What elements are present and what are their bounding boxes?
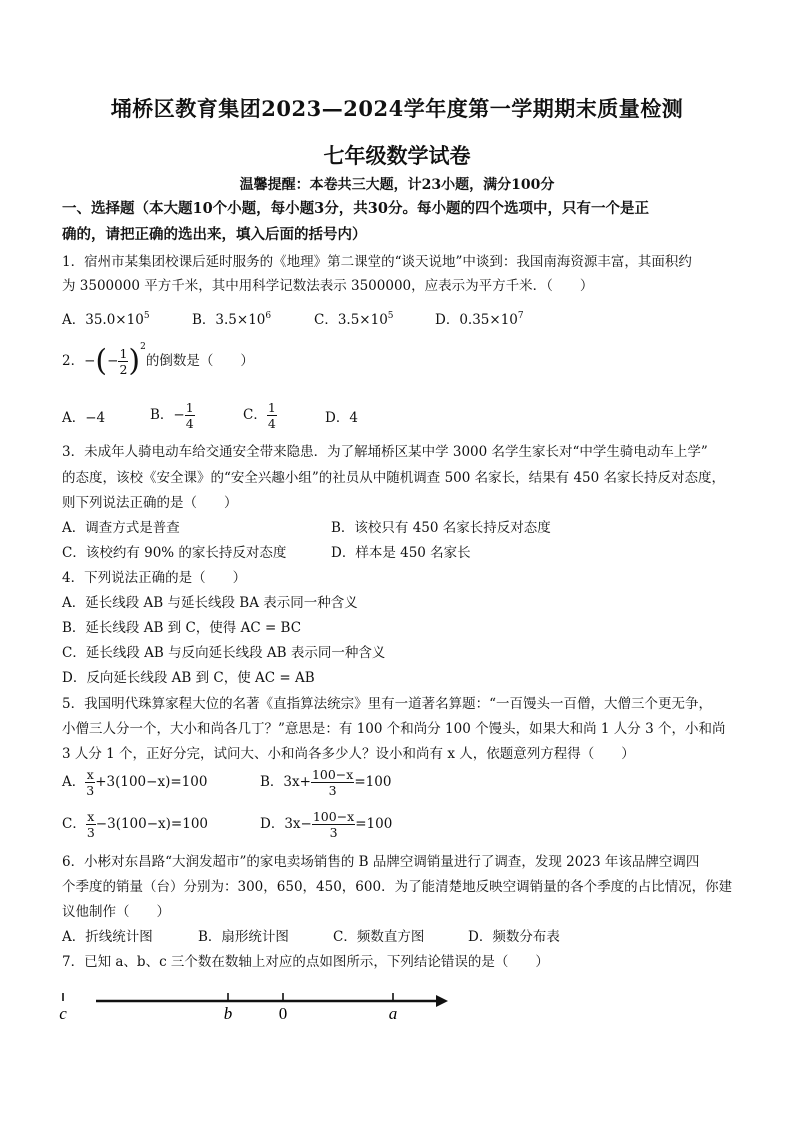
q4-option-a: A．延长线段 AB 与延长线段 BA 表示同一种含义	[62, 595, 358, 611]
q1-option-a: A．$35.0\times 10^5$	[62, 311, 150, 328]
label-c: c	[59, 1004, 67, 1023]
q6-option-c: C．频数直方图	[333, 929, 425, 945]
section-heading-line1: 一、选择题（本大题10个小题，每小题3分，共30分。每小题的四个选项中，只有一个是正	[62, 200, 649, 217]
q1-line1: 1．宿州市某集团校课后延时服务的《地理》第二课堂的“谈天说地”中谈到：我国南海资源丰富，其面积约	[62, 254, 692, 270]
q5-line3: 3 人分 1 个，正好分完，试问大、小和尚各多少人？设小和尚有 x 人，依题意列方程得（ ）	[62, 746, 635, 762]
number-line-figure	[59, 985, 460, 1029]
q6-option-a: A．折线统计图	[62, 929, 153, 945]
q6-line1: 6．小彬对东昌路“大润发超市”的家电卖场销售的 B 品牌空调销量进行了调查，发现 2023 年该品牌空调四	[62, 854, 700, 870]
q6-line2: 个季度的销量（台）分别为：300，650，450，600．为了能清楚地反映空调销量的各个季度的占比情况，你建	[62, 879, 733, 895]
label-b: b	[223, 1004, 233, 1023]
q3-option-b: B．该校只有 450 名家长持反对态度	[331, 520, 551, 536]
number-line-arrow	[436, 995, 448, 1007]
q5-option-b: B．3x+ $\frac{100-x}{3}$ =100	[260, 767, 392, 798]
q5-line2: 小僧三人分一个，大小和尚各几丁？”意思是：有 100 个和尚分 100 个馒头，如果大和尚 1 人分 3 个，小和尚	[62, 721, 726, 737]
q1-option-d: D．$0.35\times 10^7$	[435, 311, 524, 328]
section-heading-line2: 确的，请把正确的选出来，填入后面的括号内）	[62, 226, 367, 243]
q2-stem: 2．−(− $\frac{1}{2}$ )$^2$的倒数是（ ）	[62, 342, 254, 379]
exam-subtitle: 七年级数学试卷	[323, 143, 471, 168]
q3-line3: 则下列说法正确的是（ ）	[62, 495, 238, 511]
label-a: a	[388, 1004, 398, 1023]
q3-option-c: C．该校约有 90% 的家长持反对态度	[62, 545, 287, 561]
q3-option-a: A．调查方式是普查	[62, 520, 180, 536]
q5-line1: 5．我国明代珠算家程大位的名著《直指算法统宗》里有一道著名算题：“一百馒头一百僧，大僧三个更无争，	[62, 696, 712, 712]
q2-option-b: B．− $\frac{1}{4}$	[150, 400, 194, 431]
q2-option-c: C． $\frac{1}{4}$	[243, 400, 276, 431]
q4-option-d: D．反向延长线段 AB 到 C，使 AC = AB	[62, 670, 315, 686]
q1-option-b: B．$3.5\times 10^6$	[192, 311, 272, 328]
q7-stem: 7．已知 a、b、c 三个数在数轴上对应的点如图所示，下列结论错误的是（ ）	[62, 954, 549, 970]
q6-option-b: B．扇形统计图	[198, 929, 289, 945]
q2-option-d: D．4	[325, 410, 358, 426]
q1-line2: 为 3500000 平方千米，其中用科学记数法表示 3500000，应表示为平方千米．（ ）	[62, 278, 594, 294]
exam-tip: 温馨提醒：本卷共三大题，计23小题，满分100分	[239, 177, 555, 193]
q6-option-d: D．频数分布表	[468, 929, 560, 945]
q3-line1: 3．未成年人骑电动车给交通安全带来隐患．为了解埇桥区某中学 3000 名学生家长对“中学生骑电动车上学”	[62, 444, 708, 460]
q5-option-a: A． $\frac{x}{3}$ +3(100−x)=100	[62, 767, 208, 798]
label-zero: 0	[278, 1004, 288, 1023]
q2-option-a: A．−4	[62, 410, 106, 426]
exam-title: 埇桥区教育集团2023—2024学年度第一学期期末质量检测	[110, 96, 684, 121]
q3-line2: 的态度，该校《安全课》的“安全兴趣小组”的社员从中随机调查 500 名家长，结果有 450 名家长持反对态度，	[62, 470, 726, 486]
q4-stem: 4．下列说法正确的是（ ）	[62, 570, 247, 586]
q4-option-b: B．延长线段 AB 到 C，使得 AC = BC	[62, 620, 302, 636]
q5-option-d: D．3x− $\frac{100-x}{3}$ =100	[260, 809, 393, 840]
q1-option-c: C．$3.5\times 10^5$	[314, 311, 394, 328]
q5-option-c: C． $\frac{x}{3}$ −3(100−x)=100	[62, 809, 209, 840]
q3-option-d: D．样本是 450 名家长	[331, 545, 471, 561]
q4-option-c: C．延长线段 AB 与反向延长线段 AB 表示同一种含义	[62, 645, 386, 661]
q6-line3: 议他制作（ ）	[62, 904, 170, 920]
